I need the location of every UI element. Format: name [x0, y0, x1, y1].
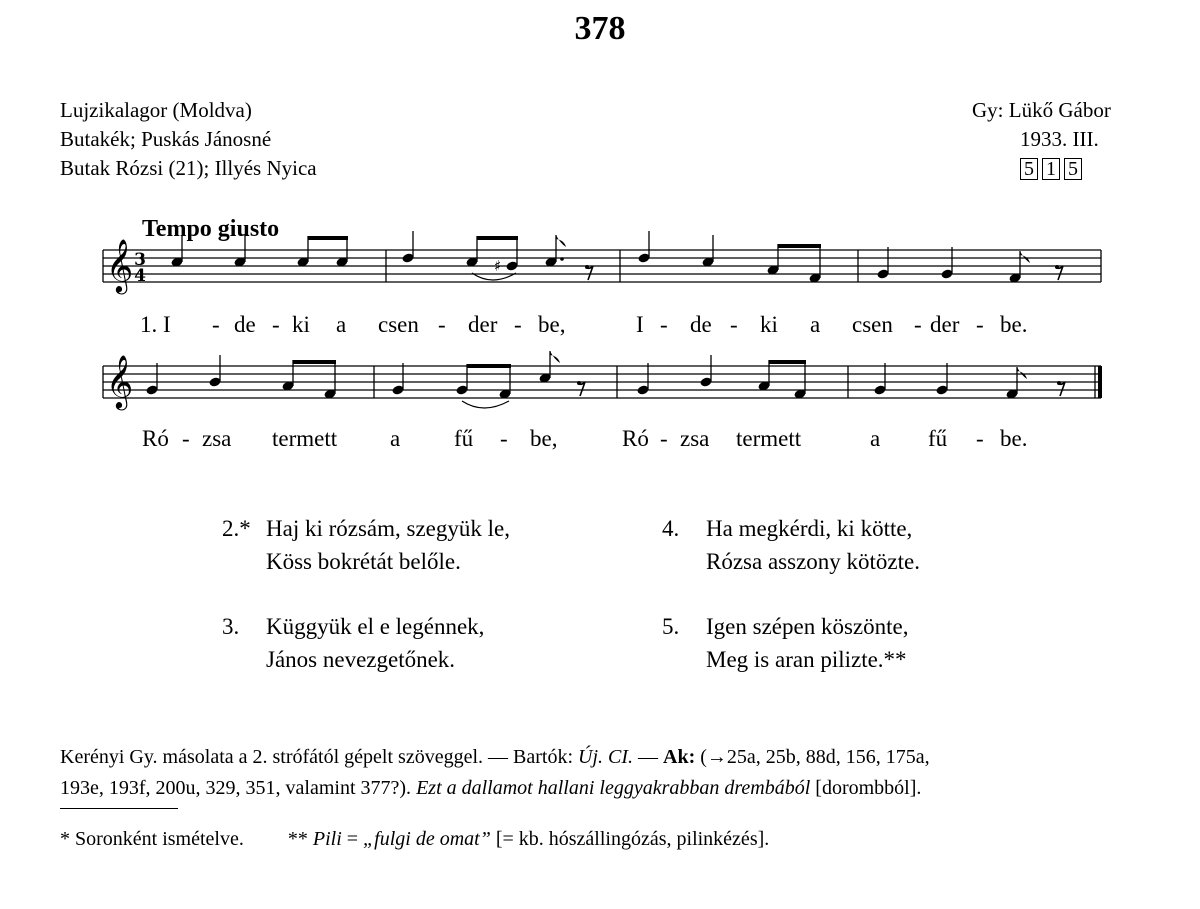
code-box: 1	[1042, 158, 1060, 180]
verse-number: 5.	[662, 614, 680, 639]
lyric-syllable: be,	[530, 426, 558, 451]
lyric-hyphen: -	[976, 426, 984, 451]
page-number: 378	[574, 10, 626, 47]
collection-date: 1933. III.	[1020, 127, 1099, 151]
note-text: [dorombból].	[810, 777, 922, 799]
verse-line: Rózsa asszony kötözte.	[706, 549, 920, 574]
lyric-syllable: termett	[272, 426, 338, 451]
lyric-hyphen: -	[730, 312, 738, 337]
note-beam	[293, 360, 336, 364]
eighth-rest	[1057, 381, 1061, 385]
lyric-syllable: fű	[928, 426, 948, 451]
footnote-2-text: [= kb. hószállingózás, pilinkézés].	[490, 828, 770, 850]
village-singer: Butakék; Puskás Jánosné	[60, 127, 272, 151]
tempo-marking: Tempo giusto	[142, 216, 280, 242]
lyric-syllable: Ró	[142, 426, 169, 451]
note-text: 193e, 193f, 200u, 329, 351, valamint 377?).	[60, 777, 417, 799]
final-barline	[1098, 366, 1102, 398]
note-flag	[556, 235, 566, 247]
lyric-syllable: a	[810, 312, 821, 337]
verse-2	[222, 512, 510, 578]
verse-number: 2.*	[222, 516, 251, 541]
verse-line: Köss bokrétát belőle.	[266, 549, 461, 574]
lyric-syllable: 1. I	[140, 312, 171, 337]
lyric-hyphen: -	[500, 426, 508, 451]
note-label: Ak:	[663, 746, 696, 768]
lyric-hyphen: -	[660, 312, 668, 337]
lyric-syllable: be.	[1000, 426, 1028, 451]
collector: Gy: Lükő Gábor	[972, 98, 1111, 122]
time-signature: 4	[134, 266, 146, 286]
verse-line: János nevezgetőnek.	[266, 647, 456, 672]
verse-3	[222, 610, 484, 676]
note-beam	[477, 236, 518, 240]
lyric-syllable: be.	[1000, 312, 1028, 337]
lyric-syllable: a	[390, 426, 401, 451]
note-flag	[1017, 367, 1027, 379]
note-text: —	[633, 746, 663, 768]
footnote-1: * Soronként ismételve.	[60, 828, 244, 850]
lyric-syllable: fű	[454, 426, 474, 451]
lyric-hyphen: -	[514, 312, 522, 337]
verse-number: 4.	[662, 516, 680, 541]
treble-clef: 𝄞	[106, 354, 134, 408]
lyric-syllable: zsa	[680, 426, 710, 451]
lyric-syllable: csen	[378, 312, 419, 337]
source-note	[60, 742, 930, 804]
note-text: Kerényi Gy. másolata a 2. strófától gépelt szöveggel. — Bartók:	[60, 746, 578, 768]
verse-line: Küggyük el e legénnek,	[266, 614, 485, 639]
lyric-syllable: I	[636, 312, 644, 337]
lyric-syllable: de	[234, 312, 256, 337]
singer: Butak Rózsi (21); Illyés Nyica	[60, 156, 317, 180]
lyric-hyphen: -	[914, 312, 922, 337]
time-signature: 3	[134, 250, 146, 270]
lyric-hyphen: -	[660, 426, 668, 451]
lyric-syllable: ki	[292, 312, 310, 337]
verse-line: Haj ki rózsám, szegyük le,	[266, 516, 510, 541]
footnote-2-term: Pili	[312, 828, 342, 850]
eighth-rest	[1055, 265, 1059, 269]
lyric-syllable: ki	[760, 312, 778, 337]
note-reference: Új. CI.	[578, 746, 633, 768]
note-beam	[778, 244, 821, 248]
lyric-hyphen: -	[272, 312, 280, 337]
note-flag	[1020, 251, 1030, 263]
lyric-syllable: Ró	[622, 426, 649, 451]
footnote-2-quote: „fulgi de omat”	[363, 828, 491, 850]
lyric-syllable: termett	[736, 426, 802, 451]
lyric-syllable: a	[870, 426, 881, 451]
lyric-hyphen: -	[976, 312, 984, 337]
note-quote: Ezt a dallamot hallani leggyakrabban drembából	[416, 777, 811, 799]
code-box: 5	[1020, 158, 1038, 180]
verse-number: 3.	[222, 614, 240, 639]
eighth-rest	[585, 265, 589, 269]
footnote-2-mark: **	[287, 828, 313, 850]
lyric-syllable: be,	[538, 312, 566, 337]
location: Lujzikalagor (Moldva)	[60, 98, 252, 122]
lyric-syllable: csen	[852, 312, 893, 337]
verse-line: Meg is aran pilizte.**	[706, 647, 907, 672]
verse-line: Ha megkérdi, ki kötte,	[706, 516, 913, 541]
note-beam	[467, 364, 511, 368]
verse-4	[662, 512, 920, 578]
verse-5	[662, 610, 908, 676]
note-dot	[560, 257, 564, 261]
eighth-rest	[577, 381, 581, 385]
verse-line: Igen szépen köszönte,	[706, 614, 909, 639]
sharp-sign: ♯	[494, 257, 502, 275]
lyric-syllable: zsa	[202, 426, 232, 451]
lyric-hyphen: -	[182, 426, 190, 451]
lyric-hyphen: -	[212, 312, 220, 337]
lyric-syllable: der	[468, 312, 498, 337]
lyric-syllable: de	[690, 312, 712, 337]
footnotes	[60, 828, 769, 851]
note-beam	[769, 360, 806, 364]
footnote-divider	[60, 808, 178, 809]
treble-clef: 𝄞	[106, 238, 134, 292]
footnote-2-eq: =	[341, 828, 364, 850]
slur	[462, 401, 509, 408]
note-flag	[550, 351, 560, 363]
lyric-hyphen: -	[438, 312, 446, 337]
lyric-syllable: der	[930, 312, 960, 337]
note-text: (→25a, 25b, 88d, 156, 175a,	[695, 746, 930, 768]
lyric-syllable: a	[336, 312, 347, 337]
code-box: 5	[1064, 158, 1082, 180]
note-beam	[308, 236, 348, 240]
